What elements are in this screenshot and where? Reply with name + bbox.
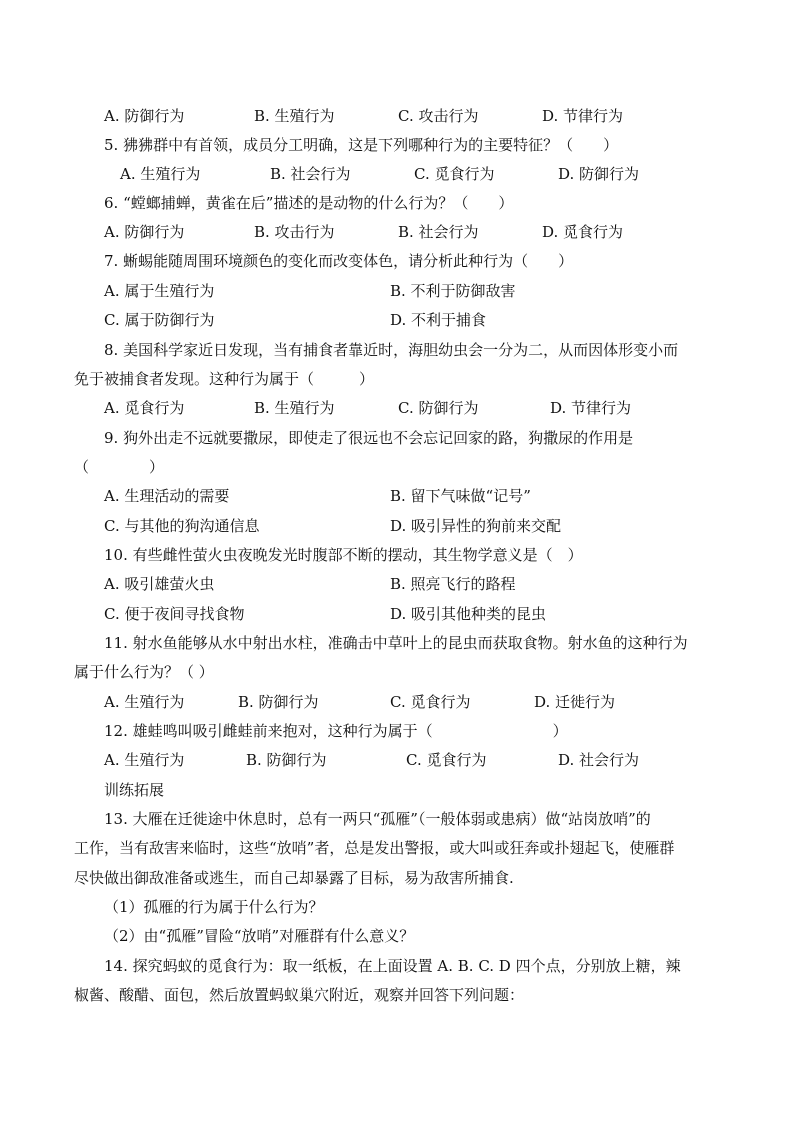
q5-option-a[interactable]: A. 生殖行为	[120, 165, 201, 183]
q6-option-c[interactable]: B. 社会行为	[398, 223, 479, 241]
q4-option-b[interactable]: B. 生殖行为	[254, 107, 335, 125]
q10-option-b[interactable]: B. 照亮飞行的路程	[390, 575, 516, 593]
q12-option-a[interactable]: A. 生殖行为	[104, 751, 185, 769]
q11-option-c[interactable]: C. 觅食行为	[390, 693, 471, 711]
q13-sub-question-2: （2）由“孤雁”冒险“放哨”对雁群有什么意义？	[104, 927, 415, 945]
q10-option-a[interactable]: A. 吸引雄萤火虫	[104, 575, 215, 593]
q9-stem-line2: （ ）	[74, 458, 165, 476]
q5-option-c[interactable]: C. 觅食行为	[414, 165, 495, 183]
q4-option-a[interactable]: A. 防御行为	[104, 107, 185, 125]
q8-option-a[interactable]: A. 觅食行为	[104, 399, 185, 417]
q12-option-b[interactable]: B. 防御行为	[246, 751, 327, 769]
q5-option-b[interactable]: B. 社会行为	[270, 165, 351, 183]
q5-stem: 5. 狒狒群中有首领，成员分工明确，这是下列哪种行为的主要特征？（ ）	[104, 136, 619, 154]
q14-line1: 14. 探究蚂蚁的觅食行为：取一纸板，在上面设置 A. B. C. D 四个点，分别放上糖，辣	[104, 957, 681, 975]
q7-option-b[interactable]: B. 不利于防御敌害	[390, 282, 516, 300]
q9-option-b[interactable]: B. 留下气味做“记号”	[390, 487, 531, 505]
q7-stem: 7. 蜥蜴能随周围环境颜色的变化而改变体色，请分析此种行为（ ）	[104, 252, 574, 270]
q6-stem: 6. “螳螂捕蝉，黄雀在后”描述的是动物的什么行为？（ ）	[104, 194, 514, 212]
q6-option-a[interactable]: A. 防御行为	[104, 223, 185, 241]
q13-line2: 工作，当有敌害来临时，这些“放哨”者，总是发出警报，或大叫或狂奔或扑翅起飞，使雁群	[74, 839, 675, 857]
q13-line1: 13. 大雁在迁徙途中休息时，总有一两只“孤雁”（一般体弱或患病）做“站岗放哨”的	[104, 810, 651, 828]
section-title: 训练拓展	[104, 781, 165, 799]
q11-option-a[interactable]: A. 生殖行为	[104, 693, 185, 711]
q6-option-d[interactable]: D. 觅食行为	[542, 223, 624, 241]
q8-stem-line2: 免于被捕食者发现。这种行为属于（ ）	[74, 370, 375, 388]
q9-stem-line1: 9. 狗外出走不远就要撒尿，即使走了很远也不会忘记回家的路，狗撒尿的作用是	[104, 429, 634, 447]
q7-option-a[interactable]: A. 属于生殖行为	[104, 282, 215, 300]
q8-stem-line1: 8. 美国科学家近日发现，当有捕食者靠近时，海胆幼虫会一分为二，从而因体形变小而	[104, 341, 679, 359]
q9-option-a[interactable]: A. 生理活动的需要	[104, 487, 230, 505]
q7-option-c[interactable]: C. 属于防御行为	[104, 311, 215, 329]
q13-line3: 尽快做出御敌准备或逃生，而自己却暴露了目标，易为敌害所捕食.	[74, 869, 514, 887]
q9-option-d[interactable]: D. 吸引异性的狗前来交配	[390, 517, 562, 535]
q8-option-b[interactable]: B. 生殖行为	[254, 399, 335, 417]
q10-option-d[interactable]: D. 吸引其他种类的昆虫	[390, 605, 547, 623]
q8-option-d[interactable]: D. 节律行为	[550, 399, 632, 417]
q11-stem-line1: 11. 射水鱼能够从水中射出水柱，准确击中草叶上的昆虫而获取食物。射水鱼的这种行为	[104, 634, 688, 652]
q6-option-b[interactable]: B. 攻击行为	[254, 223, 335, 241]
q12-option-d[interactable]: D. 社会行为	[558, 751, 640, 769]
q13-sub-question-1: （1）孤雁的行为属于什么行为？	[104, 898, 324, 916]
q12-option-c[interactable]: C. 觅食行为	[406, 751, 487, 769]
q10-option-c[interactable]: C. 便于夜间寻找食物	[104, 605, 245, 623]
q8-option-c[interactable]: C. 防御行为	[398, 399, 479, 417]
q12-stem: 12. 雄蛙鸣叫吸引雌蛙前来抱对，这种行为属于（ ）	[104, 722, 568, 740]
q11-stem-line2: 属于什么行为？（ ）	[74, 663, 214, 681]
q11-option-b[interactable]: B. 防御行为	[238, 693, 319, 711]
q7-option-d[interactable]: D. 不利于捕食	[390, 311, 487, 329]
q9-option-c[interactable]: C. 与其他的狗沟通信息	[104, 517, 260, 535]
q14-line2: 椒酱、酸醋、面包，然后放置蚂蚁巢穴附近，观察并回答下列问题：	[74, 986, 525, 1004]
q11-option-d[interactable]: D. 迁徙行为	[534, 693, 616, 711]
q4-option-c[interactable]: C. 攻击行为	[398, 107, 479, 125]
q10-stem: 10. 有些雌性萤火虫夜晚发光时腹部不断的摆动，其生物学意义是（ ）	[104, 546, 583, 564]
q5-option-d[interactable]: D. 防御行为	[558, 165, 640, 183]
q4-option-d[interactable]: D. 节律行为	[542, 107, 624, 125]
